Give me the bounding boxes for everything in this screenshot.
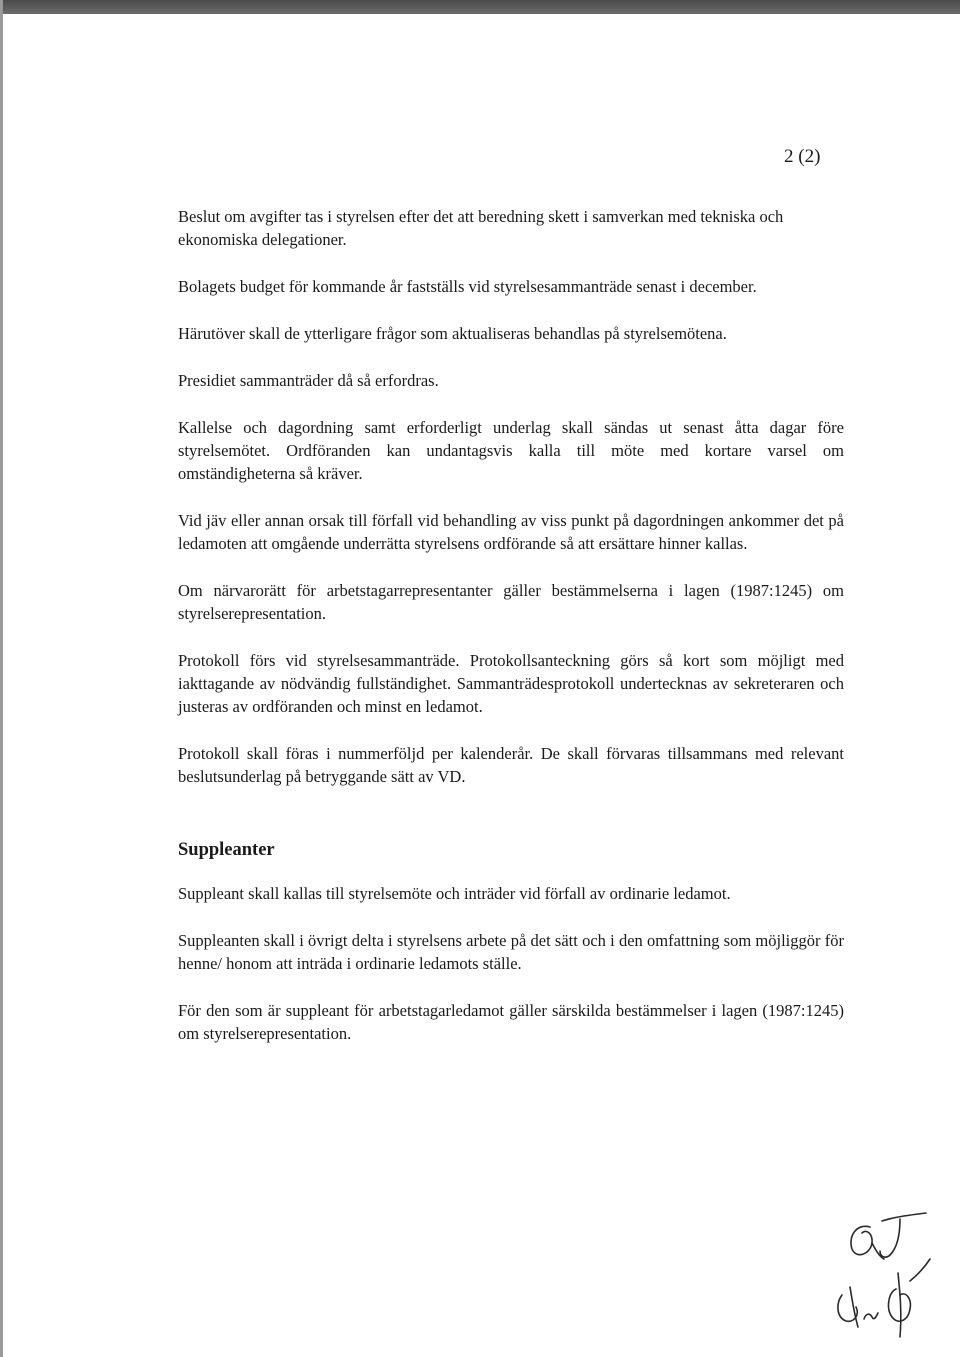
paragraph-minutes-order: Protokoll skall föras i nummerföljd per kalenderår. De skall förvaras tillsammans med relevant beslutsunderlag på betryggande sätt av VD. [178, 744, 844, 786]
scan-edge-left [0, 0, 3, 1357]
initials-signature-icon [826, 1203, 946, 1343]
paragraph-attendance-rights: Om närvarorätt för arbetstagarrepresentanter gäller bestämmelserna i lagen (1987:1245) om styrelserepresentation. [178, 581, 844, 623]
paragraph-other-questions: Härutöver skall de ytterligare frågor som aktualiseras behandlas på styrelsemötena. [178, 324, 727, 343]
paragraph-notice: Kallelse och dagordning samt erforderligt underlag skall sändas ut senast åtta dagar före styrelsemötet. Ordföranden kan undantagsvis kalla till möte med kortare varsel om omständigheterna så kräver. [178, 418, 844, 483]
handwritten-initials [826, 1203, 946, 1343]
paragraph-presidium: Presidiet sammanträder då så erfordras. [178, 371, 439, 390]
paragraph-deputy-participation: Suppleanten skall i övrigt delta i styrelsens arbete på det sätt och i den omfattning som möjliggör för henne/ honom att inträda i ordinarie ledamots ställe. [178, 931, 844, 973]
paragraph-deputy-employee: För den som är suppleant för arbetstagarledamot gäller särskilda bestämmelser i lagen (1987:1245) om styrelserepresentation. [178, 1001, 844, 1043]
page-number: 2 (2) [784, 146, 821, 167]
paragraph-deputy-call: Suppleant skall kallas till styrelsemöte och inträder vid förfall av ordinarie ledamot. [178, 884, 731, 903]
paragraph-fees: Beslut om avgifter tas i styrelsen efter det att beredning skett i samverkan med tekniska och ekonomiska delegationer. [178, 207, 784, 249]
section-heading-suppleanter: Suppleanter [178, 840, 275, 860]
scan-edge-top [0, 0, 960, 14]
document-body [178, 205, 844, 1045]
paragraph-disqualification: Vid jäv eller annan orsak till förfall vid behandling av viss punkt på dagordningen ankommer det på ledamoten att omgående underrätta styrelsens ordförande så att ersättare hinner kallas. [178, 511, 844, 553]
paragraph-minutes: Protokoll förs vid styrelsesammanträde. Protokollsanteckning görs så kort som möjligt med iakttagande av nödvändig fullständighet. Sammanträdesprotokoll undertecknas av sekreteraren och justeras av ordföranden och minst en ledamot. [178, 651, 844, 716]
paragraph-budget: Bolagets budget för kommande år fastställs vid styrelsesammanträde senast i december. [178, 277, 757, 296]
